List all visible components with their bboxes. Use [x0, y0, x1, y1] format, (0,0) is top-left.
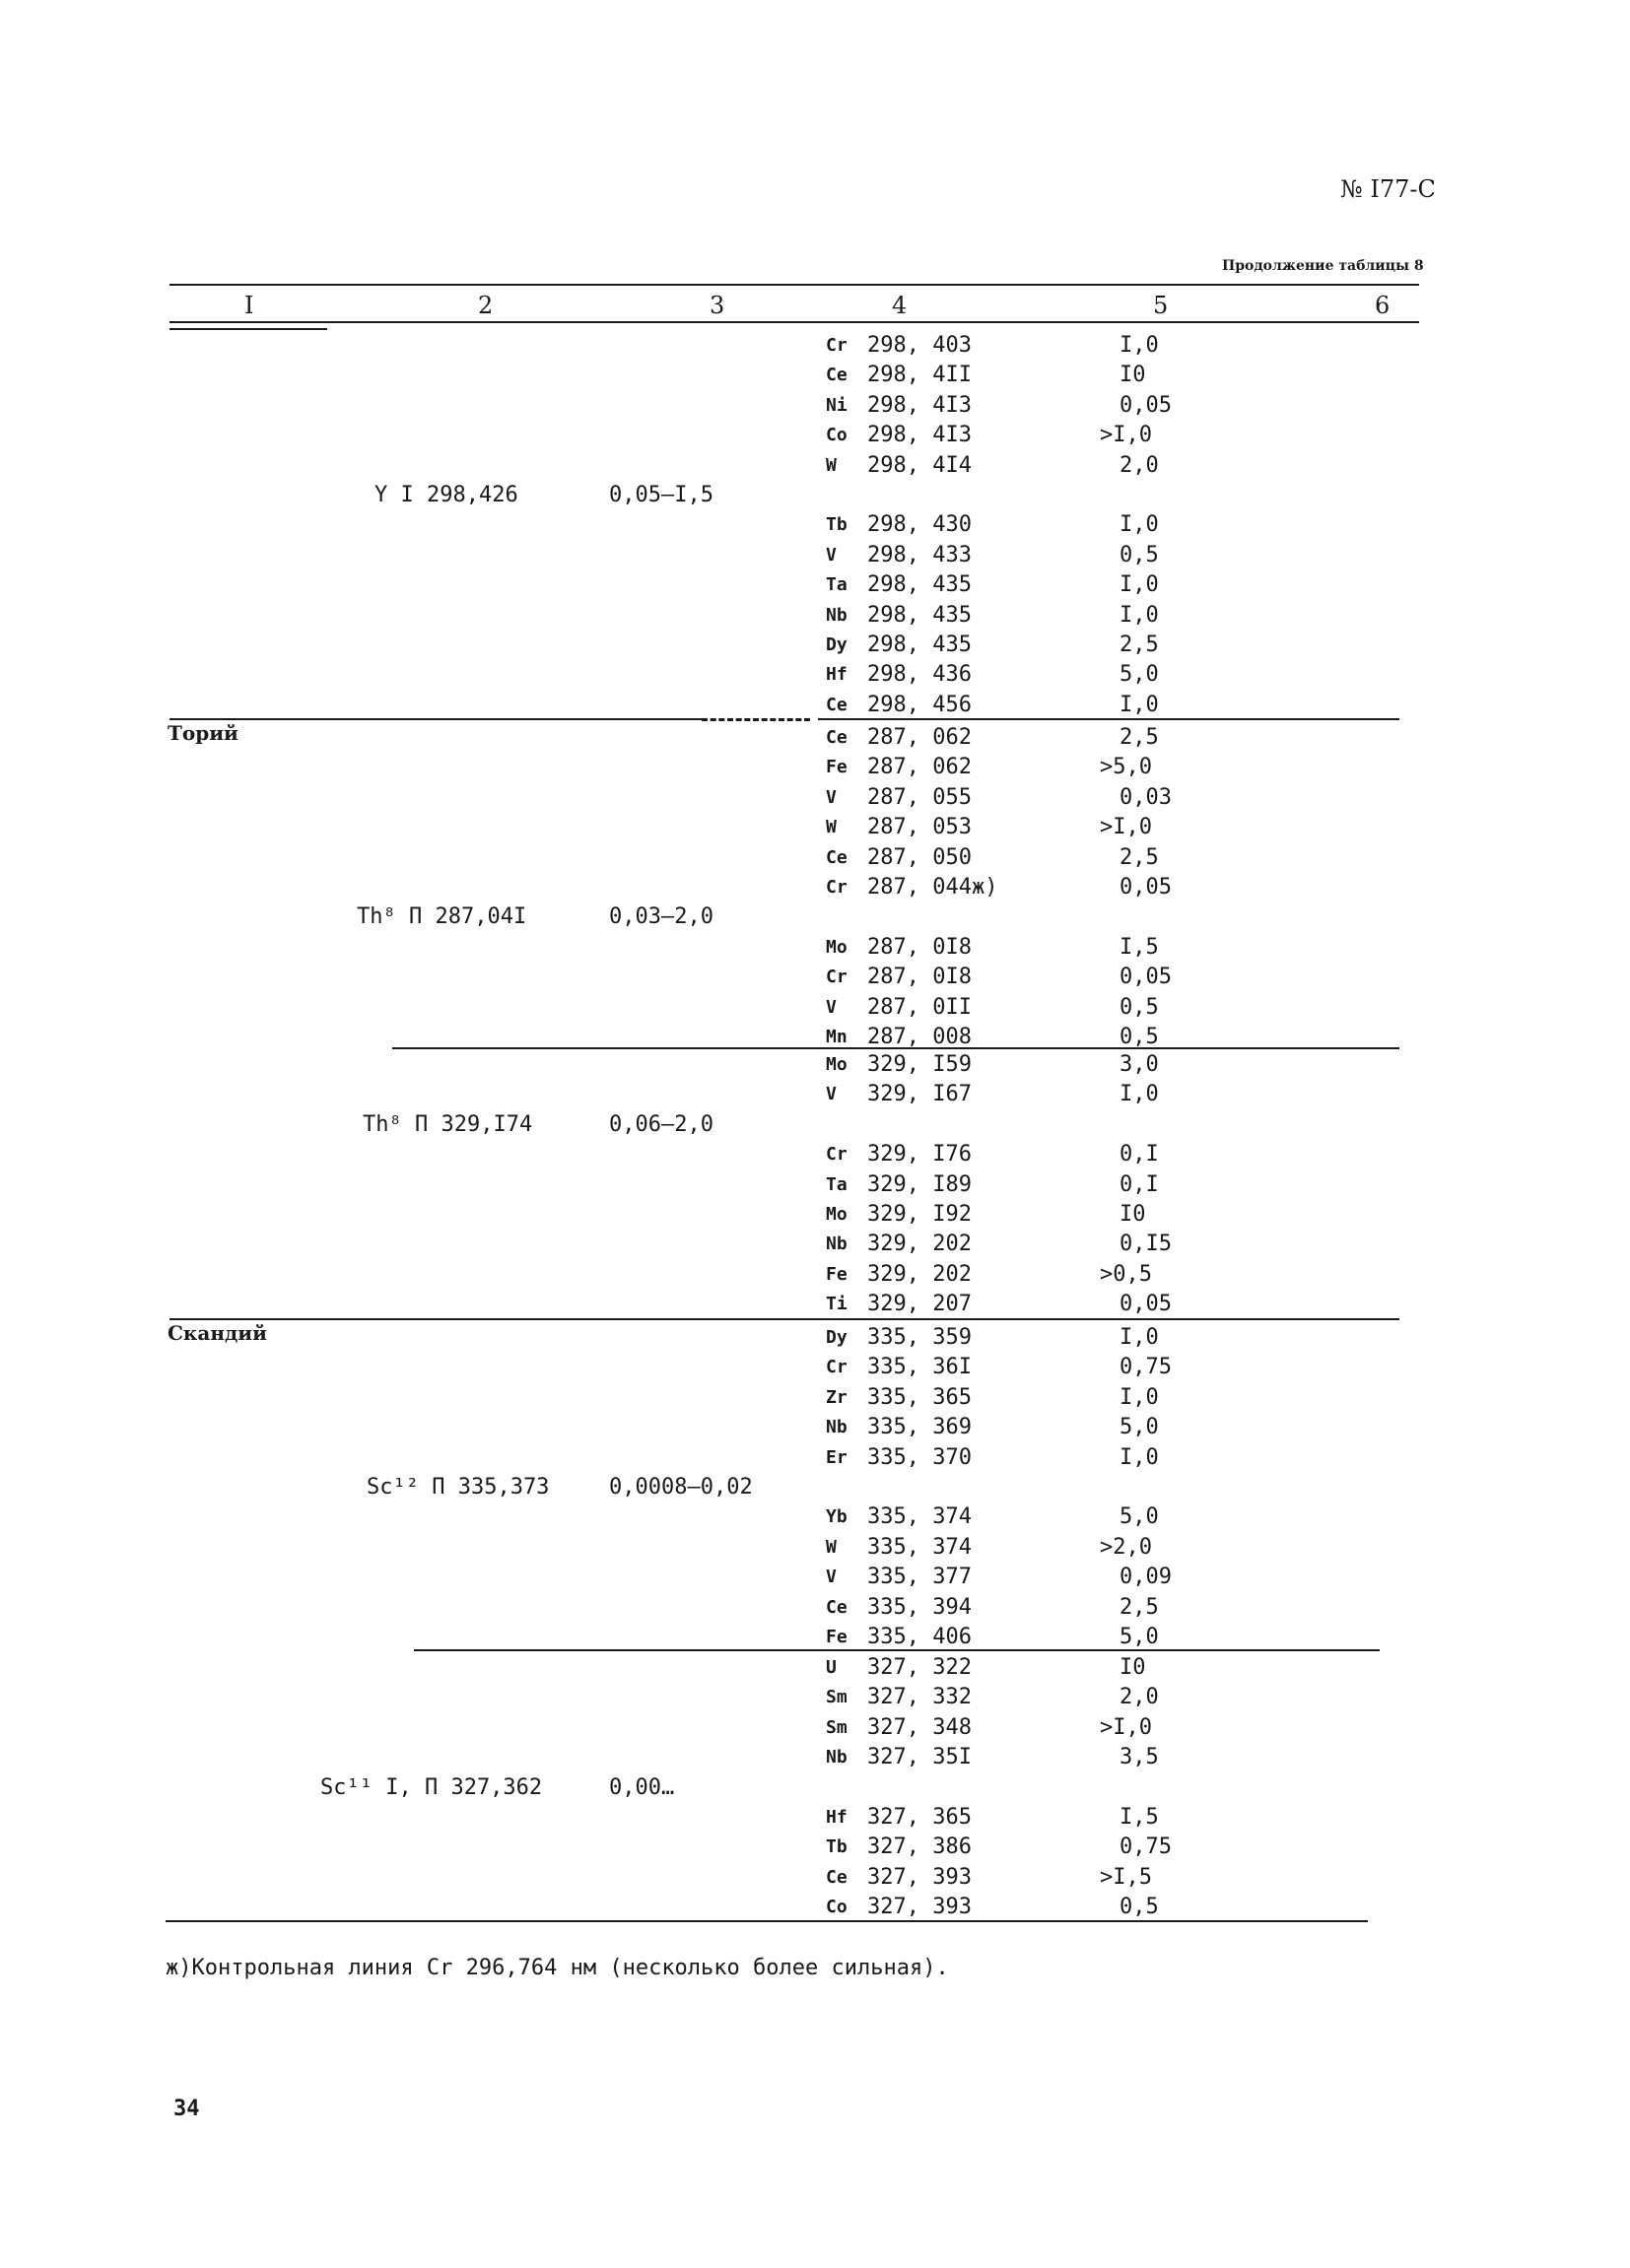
interfering-element: Mo [826, 1204, 848, 1225]
concentration-range: 0,00… [609, 1774, 675, 1800]
wavelength: 329, 202 [867, 1232, 972, 1257]
wavelength: 287, 044ж) [867, 875, 998, 900]
wavelength: 335, 359 [867, 1325, 972, 1350]
interfering-element: Dy [826, 634, 848, 655]
element-group-name: Торий [168, 721, 238, 745]
concentration-range: 0,03–2,0 [609, 904, 713, 930]
ratio-value: I,5 [1120, 934, 1159, 960]
interfering-element: V [826, 786, 837, 808]
ratio-value: 0,03 [1120, 784, 1172, 810]
interfering-element: Sm [826, 1687, 848, 1708]
interfering-element: Co [826, 425, 848, 446]
wavelength: 287, 0II [867, 994, 972, 1020]
wavelength: 335, 365 [867, 1384, 972, 1410]
wavelength: 327, 35I [867, 1745, 972, 1770]
ratio-value: 0,I [1120, 1171, 1159, 1197]
ratio-value: I,0 [1120, 512, 1159, 538]
wavelength: 287, 055 [867, 784, 972, 810]
ratio-value: 0,05 [1120, 965, 1172, 990]
interfering-element: Cr [826, 1357, 848, 1378]
column-header-2: 2 [478, 292, 494, 319]
wavelength: 298, 456 [867, 692, 972, 717]
wavelength: 335, 370 [867, 1444, 972, 1470]
interfering-element: Hf [826, 1807, 848, 1828]
wavelength: 329, I59 [867, 1052, 972, 1077]
footnote: ж)Контрольная линия Cr 296,764 нм (несколько более сильная). [166, 1956, 949, 1980]
interfering-element: Fe [826, 1627, 848, 1647]
concentration-range: 0,05–I,5 [609, 483, 713, 507]
wavelength: 329, 202 [867, 1261, 972, 1287]
concentration-range: 0,0008–0,02 [609, 1475, 753, 1500]
wavelength: 329, 207 [867, 1292, 972, 1317]
column-header-3: 3 [710, 292, 725, 319]
interfering-element: W [826, 454, 837, 476]
wavelength: 287, 0I8 [867, 965, 972, 990]
group-separator [170, 1318, 1399, 1320]
element-group-name: Скандий [168, 1321, 267, 1345]
wavelength: 335, 369 [867, 1415, 972, 1440]
wavelength: 298, 435 [867, 633, 972, 657]
interfering-element: U [826, 1657, 837, 1678]
ratio-value: I,0 [1120, 1384, 1159, 1410]
interfering-element: Sm [826, 1716, 848, 1738]
interfering-element: Er [826, 1446, 848, 1468]
ratio-value: I,0 [1120, 1082, 1159, 1107]
ratio-value: I0 [1120, 363, 1146, 388]
ratio-value: 0,5 [1120, 994, 1159, 1020]
wavelength: 298, 4I4 [867, 452, 972, 478]
wavelength: 327, 348 [867, 1714, 972, 1740]
section-rule [170, 328, 327, 330]
wavelength: 298, 435 [867, 602, 972, 628]
interfering-element: V [826, 1567, 837, 1588]
wavelength: 335, 36I [867, 1355, 972, 1380]
wavelength: 335, 394 [867, 1594, 972, 1620]
interfering-element: V [826, 1084, 837, 1105]
ratio-value: >I,0 [1100, 423, 1152, 448]
ratio-value: I,0 [1120, 572, 1159, 598]
ratio-value: 0,05 [1120, 392, 1172, 418]
analytical-line: Y I 298,426 [374, 483, 518, 507]
wavelength: 327, 365 [867, 1805, 972, 1830]
wavelength: 335, 374 [867, 1534, 972, 1560]
wavelength: 327, 393 [867, 1864, 972, 1890]
ratio-value: 0,75 [1120, 1355, 1172, 1380]
interfering-element: Fe [826, 757, 848, 778]
ratio-value: 2,0 [1120, 1685, 1159, 1710]
ratio-value: 0,5 [1120, 542, 1159, 567]
interfering-element: Ce [826, 727, 848, 748]
ratio-value: I,0 [1120, 602, 1159, 628]
concentration-range: 0,06–2,0 [609, 1111, 713, 1137]
wavelength: 327, 386 [867, 1834, 972, 1860]
analytical-line: Sc¹² П 335,373 [367, 1475, 550, 1500]
ratio-value: 0,75 [1120, 1834, 1172, 1860]
interfering-element: Ce [826, 1866, 848, 1888]
wavelength: 298, 436 [867, 662, 972, 688]
wavelength: 298, 4II [867, 363, 972, 388]
interfering-element: Mo [826, 936, 848, 958]
column-header-1: I [244, 292, 254, 319]
wavelength: 327, 322 [867, 1655, 972, 1680]
interfering-element: Mo [826, 1054, 848, 1075]
ratio-value: 0,09 [1120, 1565, 1172, 1590]
interfering-element: Nb [826, 1417, 848, 1438]
wavelength: 327, 332 [867, 1685, 972, 1710]
interfering-element: Ni [826, 394, 848, 416]
group-separator [818, 718, 1399, 720]
ratio-value: 3,5 [1120, 1745, 1159, 1770]
ratio-value: I,0 [1120, 1325, 1159, 1350]
interfering-element: Ce [826, 365, 848, 386]
ratio-value: 0,I [1120, 1142, 1159, 1167]
ratio-value: >0,5 [1100, 1261, 1152, 1287]
wavelength: 298, 430 [867, 512, 972, 538]
interfering-element: W [826, 817, 837, 838]
ratio-value: 5,0 [1120, 1415, 1159, 1440]
wavelength: 335, 377 [867, 1565, 972, 1590]
wavelength: 298, 4I3 [867, 423, 972, 448]
interfering-element: Mn [826, 1027, 848, 1047]
column-header-6: 6 [1375, 292, 1391, 319]
interfering-element: Ti [826, 1294, 848, 1315]
interfering-element: V [826, 544, 837, 566]
wavelength: 327, 393 [867, 1895, 972, 1920]
interfering-element: Cr [826, 877, 848, 898]
interfering-element: V [826, 996, 837, 1018]
ratio-value: I,0 [1120, 1444, 1159, 1470]
interfering-element: Yb [826, 1506, 848, 1528]
ratio-value: 0,05 [1120, 1292, 1172, 1317]
ratio-value: 2,0 [1120, 452, 1159, 478]
table-bottom-rule [166, 1920, 1368, 1922]
wavelength: 335, 406 [867, 1625, 972, 1649]
ratio-value: >I,5 [1100, 1864, 1152, 1890]
wavelength: 287, 053 [867, 815, 972, 840]
interfering-element: Nb [826, 604, 848, 626]
ratio-value: 2,5 [1120, 844, 1159, 870]
interfering-element: Zr [826, 1386, 848, 1408]
interfering-element: Ce [826, 846, 848, 868]
interfering-element: Fe [826, 1263, 848, 1285]
group-separator [414, 1649, 1380, 1651]
ratio-value: 2,5 [1120, 633, 1159, 657]
interfering-element: Ce [826, 694, 848, 715]
interfering-element: Cr [826, 335, 848, 356]
wavelength: 298, 435 [867, 572, 972, 598]
interfering-element: Ce [826, 1596, 848, 1618]
wavelength: 287, 050 [867, 844, 972, 870]
wavelength: 287, 062 [867, 755, 972, 780]
interfering-element: Cr [826, 1144, 848, 1166]
interfering-element: Tb [826, 1836, 848, 1858]
ratio-value: >5,0 [1100, 755, 1152, 780]
column-header-4: 4 [892, 292, 908, 319]
wavelength: 335, 374 [867, 1504, 972, 1530]
interfering-element: Nb [826, 1234, 848, 1255]
column-header-5: 5 [1153, 292, 1169, 319]
ratio-value: >2,0 [1100, 1534, 1152, 1560]
analytical-line: Th⁸ П 329,I74 [363, 1111, 533, 1137]
ratio-value: 3,0 [1120, 1052, 1159, 1077]
ratio-value: 2,5 [1120, 725, 1159, 750]
ratio-value: 0,5 [1120, 1025, 1159, 1049]
dashed-connector [702, 718, 810, 721]
ratio-value: I,0 [1120, 692, 1159, 717]
ratio-value: I,5 [1120, 1805, 1159, 1830]
ratio-value: 5,0 [1120, 662, 1159, 688]
interfering-element: Dy [826, 1327, 848, 1348]
ratio-value: 5,0 [1120, 1625, 1159, 1649]
wavelength: 298, 4I3 [867, 392, 972, 418]
ratio-value: I0 [1120, 1655, 1146, 1680]
ratio-value: 0,05 [1120, 875, 1172, 900]
wavelength: 287, 062 [867, 725, 972, 750]
interfering-element: Co [826, 1897, 848, 1918]
ratio-value: >I,0 [1100, 815, 1152, 840]
wavelength: 329, I89 [867, 1171, 972, 1197]
wavelength: 298, 403 [867, 333, 972, 358]
group-separator [392, 1047, 1399, 1049]
interfering-element: W [826, 1536, 837, 1558]
wavelength: 329, I92 [867, 1202, 972, 1227]
wavelength: 298, 433 [867, 542, 972, 567]
ratio-value: 2,5 [1120, 1594, 1159, 1620]
page-number: 34 [173, 2097, 200, 2121]
analytical-line: Th⁸ П 287,04I [357, 904, 527, 930]
ratio-value: 5,0 [1120, 1504, 1159, 1530]
wavelength: 287, 008 [867, 1025, 972, 1049]
ratio-value: 0,5 [1120, 1895, 1159, 1920]
analytical-line: Sc¹¹ I, П 327,362 [320, 1774, 543, 1800]
table-top-rule [170, 284, 1419, 286]
table-continuation-label: Продолжение таблицы 8 [1222, 258, 1424, 274]
interfering-element: Hf [826, 664, 848, 686]
interfering-element: Nb [826, 1747, 848, 1768]
ratio-value: I,0 [1120, 333, 1159, 358]
table-header-rule [170, 321, 1419, 323]
interfering-element: Ta [826, 574, 848, 596]
document-number: № I77-C [1340, 175, 1436, 203]
ratio-value: 0,I5 [1120, 1232, 1172, 1257]
ratio-value: >I,0 [1100, 1714, 1152, 1740]
group-separator [170, 718, 702, 720]
wavelength: 329, I76 [867, 1142, 972, 1167]
interfering-element: Cr [826, 967, 848, 988]
interfering-element: Ta [826, 1173, 848, 1195]
wavelength: 287, 0I8 [867, 934, 972, 960]
ratio-value: I0 [1120, 1202, 1146, 1227]
interfering-element: Tb [826, 514, 848, 536]
wavelength: 329, I67 [867, 1082, 972, 1107]
